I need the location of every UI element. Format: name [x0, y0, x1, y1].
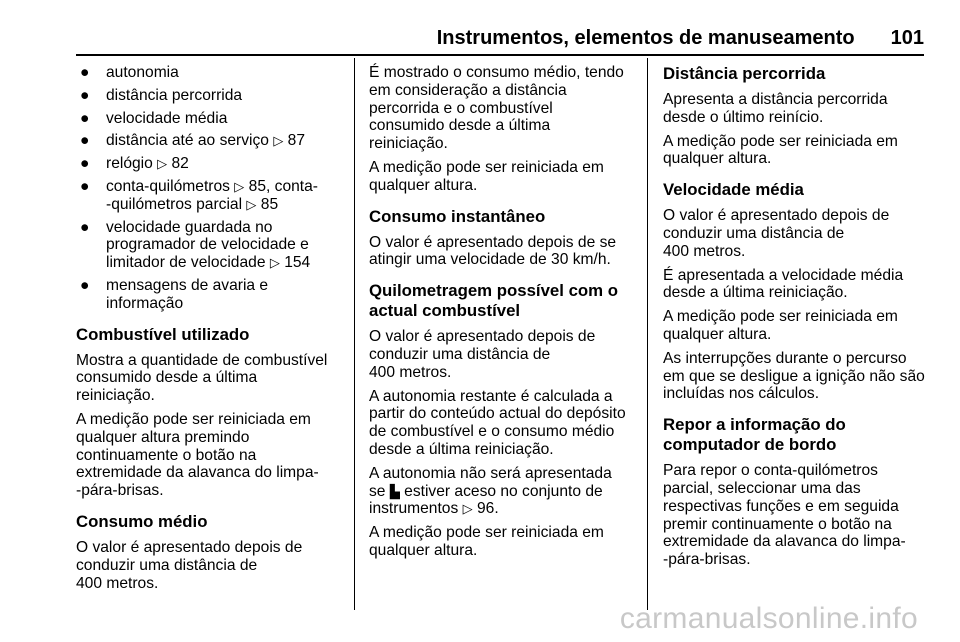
list-item: ● conta-quilómetros ▷ 85, conta- -quilómetros parcial ▷ 85 [80, 177, 319, 213]
page-reference-icon: ▷ [234, 178, 245, 194]
paragraph: É apresentada a velocidade média desde a última reiniciação. [663, 266, 904, 302]
page-reference-icon: ▷ [246, 196, 257, 212]
list-item: ● distância até ao serviço ▷ 87 [80, 132, 306, 150]
section-heading: Combustível utilizado [76, 324, 250, 344]
paragraph: A medição pode ser reiniciada em qualquer altura. [369, 524, 604, 559]
bullet-icon: ● [80, 86, 90, 104]
paragraph: A autonomia restante é calculada a partir do conteúdo actual do depósito de combustível e o consumo médio desde a última reiniciação. [369, 387, 626, 458]
column-divider-2 [647, 58, 648, 610]
paragraph: A medição pode ser reiniciada em qualquer altura. [663, 308, 898, 343]
list-item: ● velocidade média [80, 109, 228, 127]
page-reference[interactable]: 96. [476, 500, 499, 518]
page-reference[interactable]: 85 [248, 177, 266, 195]
paragraph: A medição pode ser reiniciada em qualquer altura. [369, 158, 604, 194]
bullet-icon: ● [80, 109, 90, 127]
page-number: 101 [890, 27, 924, 49]
list-item: ● velocidade guardada no programador de velocidade e limitador de velocidade ▷ 154 [80, 218, 311, 272]
page-reference-icon: ▷ [269, 255, 280, 271]
page-reference[interactable]: 82 [171, 155, 189, 173]
section-heading: Consumo instantâneo [369, 206, 546, 226]
list-item: ● distância percorrida [80, 86, 243, 104]
page-reference-icon: ▷ [157, 156, 168, 172]
paragraph: O valor é apresentado depois de conduzir uma distância de 400 metros. [369, 328, 596, 381]
warning-indicator-icon: ▙ [389, 483, 400, 499]
section-heading: Quilometragem possível com o actual combustível [369, 281, 618, 321]
bullet-icon: ● [80, 276, 90, 294]
paragraph: O valor é apresentado depois de se atingir uma velocidade de 30 km/h. [369, 233, 617, 269]
paragraph: Para repor o conta-quilómetros parcial, seleccionar uma das respectivas funções e em seguida premir continuamente o botão na extremidade da alavanca do limpa- -pára-brisas. [663, 462, 906, 569]
bullet-icon: ● [80, 155, 90, 173]
watermark: carmanualsonline.info [619, 602, 918, 635]
column-divider-1 [354, 58, 355, 610]
page-reference[interactable]: 87 [287, 132, 306, 150]
paragraph: O valor é apresentado depois de conduzir uma distância de 400 metros. [76, 538, 303, 592]
column-2 [369, 64, 641, 566]
list-item: ● autonomia [80, 64, 179, 81]
list-item: ● relógio ▷ 82 [80, 155, 189, 173]
paragraph: É mostrado o consumo médio, tendo em consideração a distância percorrida e o combustível consumido desde a última reiniciação. [369, 64, 624, 153]
paragraph: As interrupções durante o percurso em que se desligue a ignição não são incluídas nos cálculos. [663, 349, 925, 403]
bullet-icon: ● [80, 218, 90, 236]
paragraph: O valor é apresentado depois de conduzir uma distância de 400 metros. [663, 207, 890, 260]
bullet-icon: ● [80, 132, 90, 150]
section-heading: Velocidade média [663, 180, 804, 200]
page-title: Instrumentos, elementos de manuseamento [436, 27, 855, 49]
list-item: ● mensagens de avaria e informação [80, 276, 269, 312]
paragraph: A medição pode ser reiniciada em qualquer altura. [663, 132, 898, 168]
section-heading: Repor a informação do computador de bordo [663, 415, 846, 455]
section-heading: Consumo médio [76, 511, 208, 531]
paragraph: Apresenta a distância percorrida desde o último reinício. [663, 91, 888, 126]
page-reference-icon: ▷ [273, 133, 284, 149]
page-header [437, 26, 924, 50]
page-reference[interactable]: 85 [260, 195, 279, 213]
page-reference[interactable]: 154 [284, 254, 311, 272]
bullet-icon: ● [80, 177, 90, 195]
page-reference-icon: ▷ [462, 501, 473, 517]
bullet-icon: ● [80, 64, 90, 81]
header-rule [76, 54, 924, 56]
paragraph: A autonomia não será apresentada se ▙ estiver aceso no conjunto de instrumentos ▷ 96. [369, 464, 612, 518]
section-heading: Distância percorrida [663, 64, 826, 83]
column-1 [76, 64, 346, 598]
paragraph: A medição pode ser reiniciada em qualquer altura premindo continuamente o botão na extremidade da alavanca do limpa- -pára-brisas. [76, 410, 319, 500]
column-3 [663, 64, 935, 575]
paragraph: Mostra a quantidade de combustível consumido desde a última reiniciação. [76, 351, 328, 405]
display-options-list [76, 64, 346, 313]
